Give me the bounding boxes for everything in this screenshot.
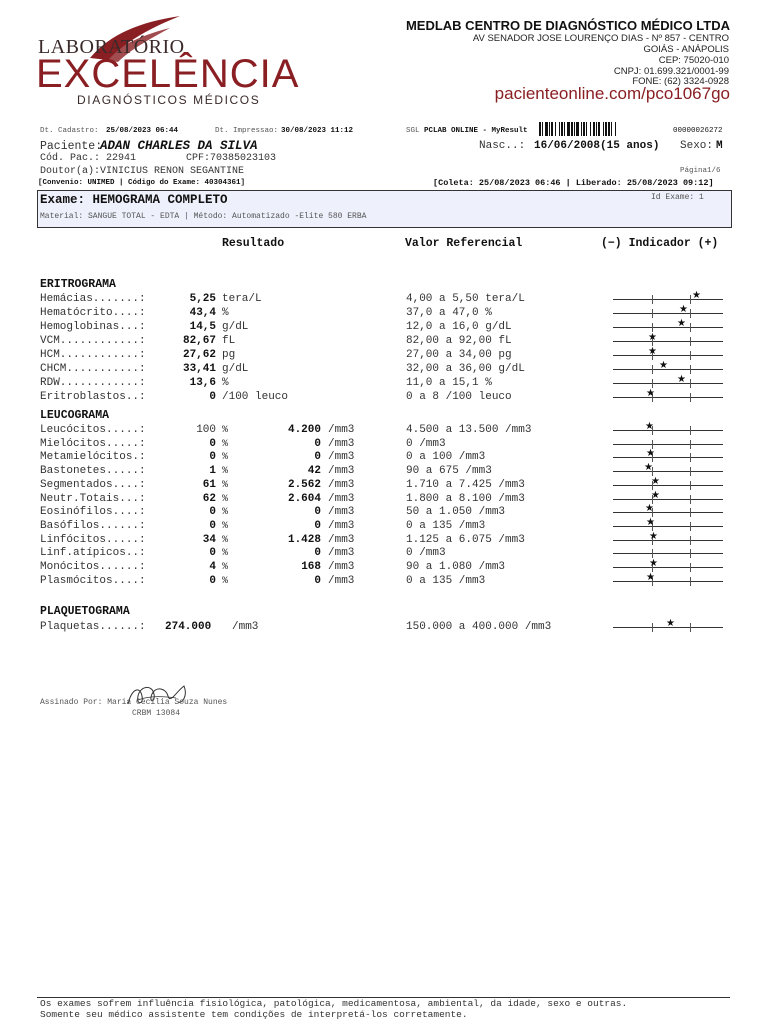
indicator-axis: [613, 540, 723, 541]
row-percent: 0: [209, 519, 216, 532]
row-reference: 11,0 a 15,1 %: [406, 377, 492, 389]
row-reference: 1.800 a 8.100 /mm3: [406, 492, 525, 505]
row-reference: 12,0 a 16,0 g/dL: [406, 321, 512, 333]
sexo-label: Sexo:: [680, 140, 714, 152]
row-value: 274.000: [165, 621, 212, 633]
indicator-star-icon: ★: [644, 462, 653, 474]
indicator-tick: [652, 623, 653, 632]
row-indicator: [613, 475, 723, 491]
indicator-tick: [690, 467, 691, 476]
barcode-number: 00000026272: [673, 127, 723, 135]
barcode-bar: [596, 122, 597, 136]
row-absolute: 0: [314, 506, 321, 519]
row-label: Neutr.Totais...:: [40, 492, 146, 505]
row-percent-unit: %: [222, 479, 229, 491]
row-absolute: 0: [314, 451, 321, 464]
row-percent: 62: [202, 492, 216, 505]
indicator-star-icon: ★: [648, 346, 657, 357]
row-reference: 32,00 a 36,00 g/dL: [406, 363, 525, 375]
row-absolute: 0: [314, 437, 321, 450]
indicator-tick: [690, 365, 691, 374]
column-indicador: (−) Indicador (+): [601, 237, 719, 250]
indicator-axis: [613, 444, 723, 445]
indicator-tick: [690, 536, 691, 545]
barcode-bar: [593, 122, 595, 136]
row-reference: 1.125 a 6.075 /mm3: [406, 533, 525, 546]
cod-pac: Cód. Pac.: 22941: [40, 153, 137, 164]
indicator-axis: [613, 499, 723, 500]
row-percent-unit: %: [222, 466, 229, 478]
barcode-bar: [608, 122, 610, 136]
row-unit: /mm3: [328, 519, 355, 532]
row-label: Monócitos......:: [40, 561, 146, 573]
row-percent-unit: %: [222, 520, 229, 532]
cadastro-label: Dt. Cadastro:: [40, 127, 99, 135]
indicator-star-icon: ★: [648, 332, 657, 343]
lab-phone: FONE: (62) 3324-0928: [632, 76, 729, 87]
row-percent-unit: %: [222, 507, 229, 519]
row-indicator: [613, 462, 723, 477]
indicator-tick: [652, 323, 653, 332]
row-label: Leucócitos.....:: [40, 424, 146, 436]
row-percent: 0: [209, 574, 216, 587]
row-indicator: [613, 388, 723, 403]
sgl-value: PCLAB ONLINE - MyResult: [424, 127, 528, 135]
row-label: Bastonetes.....:: [40, 465, 146, 478]
row-percent-unit: %: [222, 438, 229, 450]
row-unit: g/dL: [222, 363, 249, 375]
row-absolute: 0: [314, 574, 321, 587]
row-label: Eosinófilos....:: [40, 506, 146, 519]
lab-address: AV SENADOR JOSE LOURENÇO DIAS - Nº 857 - CENTRO: [472, 33, 729, 44]
indicator-axis: [613, 383, 723, 384]
row-percent: 4: [209, 561, 216, 573]
row-unit: /mm3: [328, 478, 355, 491]
barcode-bar: [574, 122, 575, 136]
doctor: Doutor(a):VINICIUS RENON SEGANTINE: [40, 166, 245, 177]
indicator-axis: [613, 553, 723, 554]
nasc-label: Nasc..:: [479, 140, 526, 152]
lab-name: MEDLAB CENTRO DE DIAGNÓSTICO MÉDICO LTDA: [405, 18, 730, 33]
indicator-axis: [613, 341, 723, 342]
row-value: 0: [209, 391, 216, 403]
page-number: Página1/6: [680, 167, 721, 175]
indicator-tick: [690, 351, 691, 360]
indicator-tick: [690, 426, 691, 435]
row-reference: 50 a 1.050 /mm3: [406, 506, 506, 519]
barcode-bar: [598, 122, 600, 136]
barcode-icon: [539, 122, 669, 136]
row-indicator: [613, 290, 723, 305]
indicator-tick: [690, 379, 691, 388]
row-label: CHCM...........:: [40, 363, 146, 375]
row-indicator: [613, 558, 723, 573]
barcode-bar: [559, 122, 560, 136]
row-value: 13,6: [189, 377, 216, 389]
indicator-tick: [690, 337, 691, 346]
indicator-tick: [652, 365, 653, 374]
row-reference: 0 /mm3: [406, 547, 446, 560]
indicator-tick: [690, 549, 691, 558]
sgl-label: SGL: [406, 127, 420, 135]
indicator-axis: [613, 485, 723, 486]
row-reference: 0 /mm3: [406, 437, 446, 450]
indicator-star-icon: ★: [651, 489, 660, 501]
row-reference: 0 a 100 /mm3: [406, 451, 486, 464]
row-absolute: 1.428: [287, 533, 321, 546]
row-percent: 0: [209, 451, 216, 464]
section-leucograma: LEUCOGRAMA: [40, 409, 110, 422]
indicator-axis: [613, 313, 723, 314]
indicator-tick: [652, 379, 653, 388]
indicator-star-icon: ★: [677, 374, 686, 385]
row-unit: fL: [222, 335, 236, 347]
row-label: RDW............:: [40, 377, 146, 389]
barcode-bar: [567, 122, 570, 136]
indicator-tick: [652, 309, 653, 318]
row-unit: /mm3: [328, 465, 355, 478]
lab-url-link[interactable]: pacienteonline.com/pco1067go: [494, 84, 730, 103]
indicator-star-icon: ★: [659, 360, 668, 371]
logo-main-text: EXCELÊNCIA: [36, 52, 300, 96]
row-absolute: 42: [307, 465, 321, 478]
indicator-axis: [613, 581, 723, 582]
row-indicator: [613, 448, 723, 463]
barcode-bar: [583, 122, 585, 136]
row-percent-unit: %: [222, 425, 229, 436]
indicator-tick: [690, 508, 691, 517]
indicator-star-icon: ★: [646, 388, 655, 399]
barcode-bar: [551, 122, 553, 136]
row-label: Metamielócitos.:: [40, 451, 146, 464]
row-percent: 0: [209, 437, 216, 450]
indicator-tick: [690, 481, 691, 490]
row-value: 33,41: [182, 363, 216, 375]
row-percent-unit: %: [222, 548, 229, 560]
row-reference: 90 a 1.080 /mm3: [406, 561, 506, 573]
row-indicator: [613, 489, 723, 505]
row-reference: 0 a 135 /mm3: [406, 574, 486, 587]
indicator-tick: [690, 623, 691, 632]
row-unit: /mm3: [328, 451, 355, 464]
nasc-value: 16/06/2008(15 anos): [534, 140, 660, 152]
row-reference: 150.000 a 400.000 /mm3: [406, 621, 552, 633]
row-unit: /mm3: [328, 574, 355, 587]
indicator-axis: [613, 471, 723, 472]
barcode-bar: [549, 122, 550, 136]
indicator-axis: [613, 430, 723, 431]
barcode-bar: [590, 122, 591, 136]
row-unit: %: [222, 377, 229, 389]
signed-by: Assinado Por: Maria Cecília Souza Nunes: [40, 698, 228, 707]
indicator-star-icon: ★: [645, 503, 654, 515]
row-indicator: [613, 503, 723, 518]
row-value: 14,5: [189, 321, 216, 333]
indicator-tick: [690, 453, 691, 462]
row-unit: /mm3: [328, 437, 355, 450]
row-percent: 0: [209, 506, 216, 519]
exam-id: Id Exame: 1: [651, 193, 704, 202]
indicator-tick: [690, 440, 691, 449]
indicator-star-icon: ★: [692, 290, 701, 301]
row-indicator: [613, 618, 723, 633]
indicator-axis: [613, 355, 723, 356]
row-percent: 1: [209, 465, 216, 478]
row-unit: /mm3: [328, 533, 355, 546]
cadastro-value: 25/08/2023 06:44: [106, 127, 179, 135]
indicator-star-icon: ★: [677, 318, 686, 329]
lab-cep: CEP: 75020-010: [658, 55, 729, 66]
row-indicator: [613, 374, 723, 389]
indicator-axis: [613, 526, 723, 527]
patient-label: Paciente:: [40, 140, 103, 153]
row-indicator: [613, 530, 723, 546]
row-absolute: 4.200: [287, 424, 321, 436]
indicator-star-icon: ★: [651, 475, 660, 487]
row-absolute: 0: [314, 519, 321, 532]
impressao-label: Dt. Impressao:: [215, 127, 279, 135]
logo-top-text: LABORATÓRIO: [38, 36, 185, 58]
indicator-tick: [690, 563, 691, 572]
row-label: HCM............:: [40, 349, 146, 361]
footer-line-1: Os exames sofrem influência fisiológica, patológica, medicamentosa, ambiental, da idade, sexo e outras.: [40, 998, 628, 1009]
lab-cnpj: CNPJ: 01.699.321/0001-99: [613, 66, 729, 77]
row-indicator: [613, 547, 723, 559]
indicator-tick: [690, 522, 691, 531]
row-reference: 0 a 8 /100 leuco: [406, 391, 512, 403]
row-unit: /mm3: [328, 561, 355, 573]
row-unit: /mm3: [232, 621, 259, 633]
row-value: 27,62: [182, 349, 216, 361]
row-label: Hemácias.......:: [40, 293, 146, 305]
row-label: Plaquetas......:: [40, 621, 146, 633]
row-indicator: [613, 346, 723, 361]
indicator-star-icon: ★: [666, 618, 675, 629]
indicator-star-icon: ★: [679, 304, 688, 315]
row-reference: 27,00 a 34,00 pg: [406, 349, 512, 361]
barcode-bar: [586, 122, 587, 136]
row-indicator: [613, 421, 723, 436]
row-reference: 37,0 a 47,0 %: [406, 307, 492, 319]
barcode-bar: [605, 122, 607, 136]
row-unit: /100 leuco: [222, 391, 289, 403]
row-label: Mielócitos.....:: [40, 437, 146, 450]
barcode-bar: [581, 122, 582, 136]
barcode-bar: [576, 122, 579, 136]
barcode-bar: [615, 122, 616, 136]
section-plaquetograma: PLAQUETOGRAMA: [40, 605, 130, 618]
indicator-star-icon: ★: [646, 448, 655, 460]
row-absolute: 0: [314, 547, 321, 560]
barcode-bar: [545, 122, 548, 136]
barcode-bar: [561, 122, 563, 136]
row-percent: 61: [202, 478, 216, 491]
row-percent-unit: %: [222, 575, 229, 587]
row-reference: 4,00 a 5,50 tera/L: [406, 293, 525, 305]
row-indicator: [613, 516, 723, 532]
row-label: Linfócitos.....:: [40, 533, 146, 546]
patient-name: ADAN CHARLES DA SILVA: [100, 139, 258, 153]
indicator-star-icon: ★: [646, 516, 655, 528]
row-reference: 82,00 a 92,00 fL: [406, 335, 512, 347]
row-label: Basófilos......:: [40, 519, 146, 532]
row-indicator: [613, 438, 723, 450]
barcode-bar: [564, 122, 565, 136]
row-unit: /mm3: [328, 424, 355, 436]
row-absolute: 2.604: [287, 492, 321, 505]
indicator-axis: [613, 369, 723, 370]
row-unit: %: [222, 307, 229, 319]
row-indicator: [613, 571, 723, 587]
row-unit: g/dL: [222, 321, 249, 333]
coleta-liberado: [Coleta: 25/08/2023 06:46 | Liberado: 25/08/2023 09:12]: [433, 178, 714, 188]
impressao-value: 30/08/2023 11:12: [281, 127, 354, 135]
row-reference: 90 a 675 /mm3: [406, 465, 492, 478]
convenio: [Convenio: UNIMED | Código do Exame: 40304361]: [38, 179, 246, 187]
indicator-tick: [652, 295, 653, 304]
exam-material: Material: SANGUE TOTAL - EDTA | Método: Automatizado -Elite 580 ERBA: [40, 212, 367, 221]
indicator-axis: [613, 397, 723, 398]
row-unit: pg: [222, 349, 236, 361]
row-label: Segmentados....:: [40, 478, 146, 491]
row-percent-unit: %: [222, 534, 229, 546]
row-absolute: 2.562: [287, 478, 321, 491]
row-percent-unit: %: [222, 452, 229, 464]
indicator-tick: [690, 577, 691, 586]
row-value: 82,67: [182, 335, 216, 347]
row-value: 43,4: [189, 307, 216, 319]
column-resultado: Resultado: [222, 237, 285, 250]
footer-line-2: Somente seu médico assistente tem condições de interpretá-los corretamente.: [40, 1009, 468, 1020]
row-label: Linf.atípicos..:: [40, 547, 146, 560]
indicator-axis: [613, 457, 723, 458]
indicator-axis: [613, 327, 723, 328]
indicator-axis: [613, 512, 723, 513]
row-absolute: 168: [301, 561, 321, 573]
row-label: Eritroblastos..:: [40, 391, 146, 403]
row-label: Hematócrito....:: [40, 307, 146, 319]
row-unit: /mm3: [328, 506, 355, 519]
row-indicator: [613, 360, 723, 375]
row-unit: /mm3: [328, 547, 355, 560]
row-label: VCM............:: [40, 335, 146, 347]
barcode-bar: [571, 122, 573, 136]
lab-city: GOIÁS - ANÁPOLIS: [643, 44, 729, 55]
barcode-bar: [539, 122, 541, 136]
indicator-star-icon: ★: [646, 571, 655, 583]
row-percent-unit: %: [222, 493, 229, 505]
exam-title: Exame: HEMOGRAMA COMPLETO: [40, 193, 228, 207]
crbm: CRBM 13084: [132, 709, 181, 718]
row-label: Plasmócitos....:: [40, 574, 146, 587]
section-eritrograma: ERITROGRAMA: [40, 278, 116, 291]
row-label: Hemoglobinas...:: [40, 321, 146, 333]
indicator-star-icon: ★: [649, 530, 658, 542]
indicator-tick: [690, 393, 691, 402]
row-percent: 0: [209, 547, 216, 560]
barcode-bar: [542, 122, 543, 136]
row-indicator: [613, 332, 723, 347]
indicator-tick: [690, 495, 691, 504]
row-percent: 100: [196, 424, 216, 436]
row-percent: 34: [202, 533, 216, 546]
row-percent-unit: %: [222, 562, 229, 573]
indicator-axis: [613, 567, 723, 568]
row-unit: tera/L: [222, 293, 262, 305]
barcode-bar: [603, 122, 604, 136]
sexo-value: M: [716, 140, 723, 152]
row-reference: 4.500 a 13.500 /mm3: [406, 424, 532, 436]
indicator-tick: [690, 309, 691, 318]
barcode-bar: [555, 122, 556, 136]
logo-sub-text: DIAGNÓSTICOS MÉDICOS: [77, 93, 261, 107]
row-value: 5,25: [189, 293, 216, 305]
indicator-tick: [690, 323, 691, 332]
indicator-star-icon: ★: [645, 421, 654, 432]
row-indicator: [613, 318, 723, 333]
indicator-star-icon: ★: [649, 558, 658, 569]
barcode-bar: [611, 122, 612, 136]
indicator-tick: [690, 295, 691, 304]
indicator-tick: [652, 549, 653, 558]
cpf: CPF:70385023103: [186, 153, 277, 164]
row-indicator: [613, 304, 723, 319]
row-reference: 1.710 a 7.425 /mm3: [406, 478, 525, 491]
indicator-tick: [652, 440, 653, 449]
row-unit: /mm3: [328, 492, 355, 505]
column-referencial: Valor Referencial: [405, 237, 523, 250]
row-reference: 0 a 135 /mm3: [406, 519, 486, 532]
indicator-axis: [613, 299, 723, 300]
